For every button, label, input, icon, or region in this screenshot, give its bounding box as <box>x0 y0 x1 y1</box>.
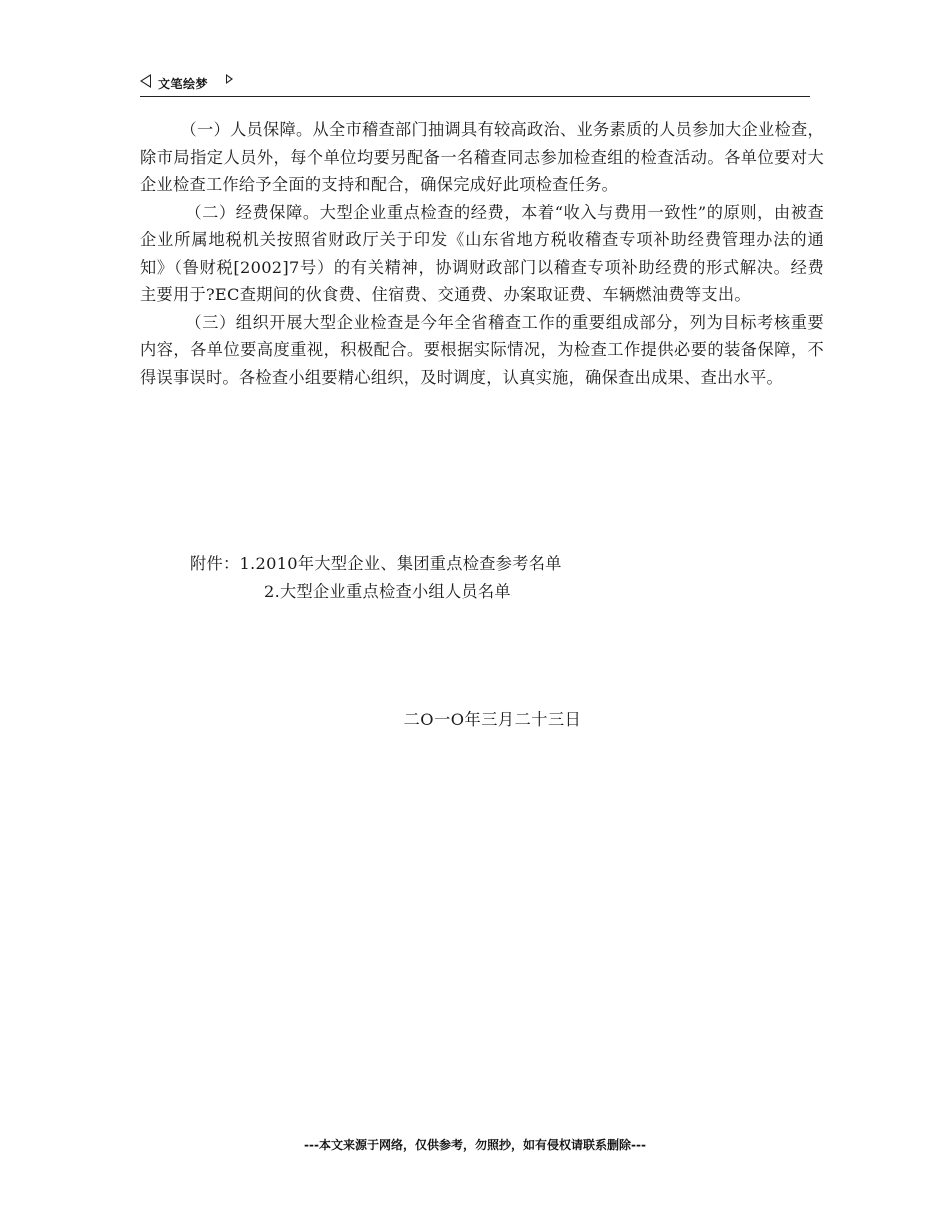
header-brand: 文笔绘梦 <box>158 77 209 91</box>
paragraph-organization: （三）组织开展大型企业检查是今年全省稽查工作的重要组成部分，列为目标考核重要内容，各单位要高度重视，积极配合。要根据实际情况，为检查工作提供必要的装备保障，不得误事误时。各检查小组要精心组织，及时调度，认真实施，确保查出成果、查出水平。 <box>140 312 824 387</box>
paragraph-funding: （二）经费保障。大型企业重点检查的经费，本着“收入与费用一致性”的原则，由被查企业所属地税机关按照省财政厅关于印发《山东省地方税收稽查专项补助经费管理办法的通知》（鲁财税[2002]7号）的有关精神，协调财政部门以稽查专项补助经费的形式解决。经费主要用于?EC查期间的伙食费、住宿费、交通费、办案取证费、车辆燃油费等支出。 <box>140 202 824 304</box>
triangle-left-icon <box>140 74 151 88</box>
attachment-line-2: 2.大型企业重点检查小组人员名单 <box>264 582 511 601</box>
page-header <box>140 70 810 97</box>
document-body <box>140 116 824 391</box>
paragraph-personnel: （一）人员保障。从全市稽查部门抽调具有较高政治、业务素质的人员参加大企业检查，除市局指定人员外，每个单位均要另配备一名稽查同志参加检查组的检查活动。各单位要对大企业检查工作给予全面的支持和配合，确保完成好此项检查任务。 <box>140 120 824 194</box>
document-date: 二O一O年三月二十三日 <box>403 710 582 729</box>
page-footer: ---本文来源于网络，仅供参考，勿照抄，如有侵权请联系删除--- <box>304 1138 646 1152</box>
attachment-line-1: 附件：1.2010年大型企业、集团重点检查参考名单 <box>190 554 562 573</box>
attachments <box>190 550 562 606</box>
triangle-right-icon <box>226 74 233 84</box>
